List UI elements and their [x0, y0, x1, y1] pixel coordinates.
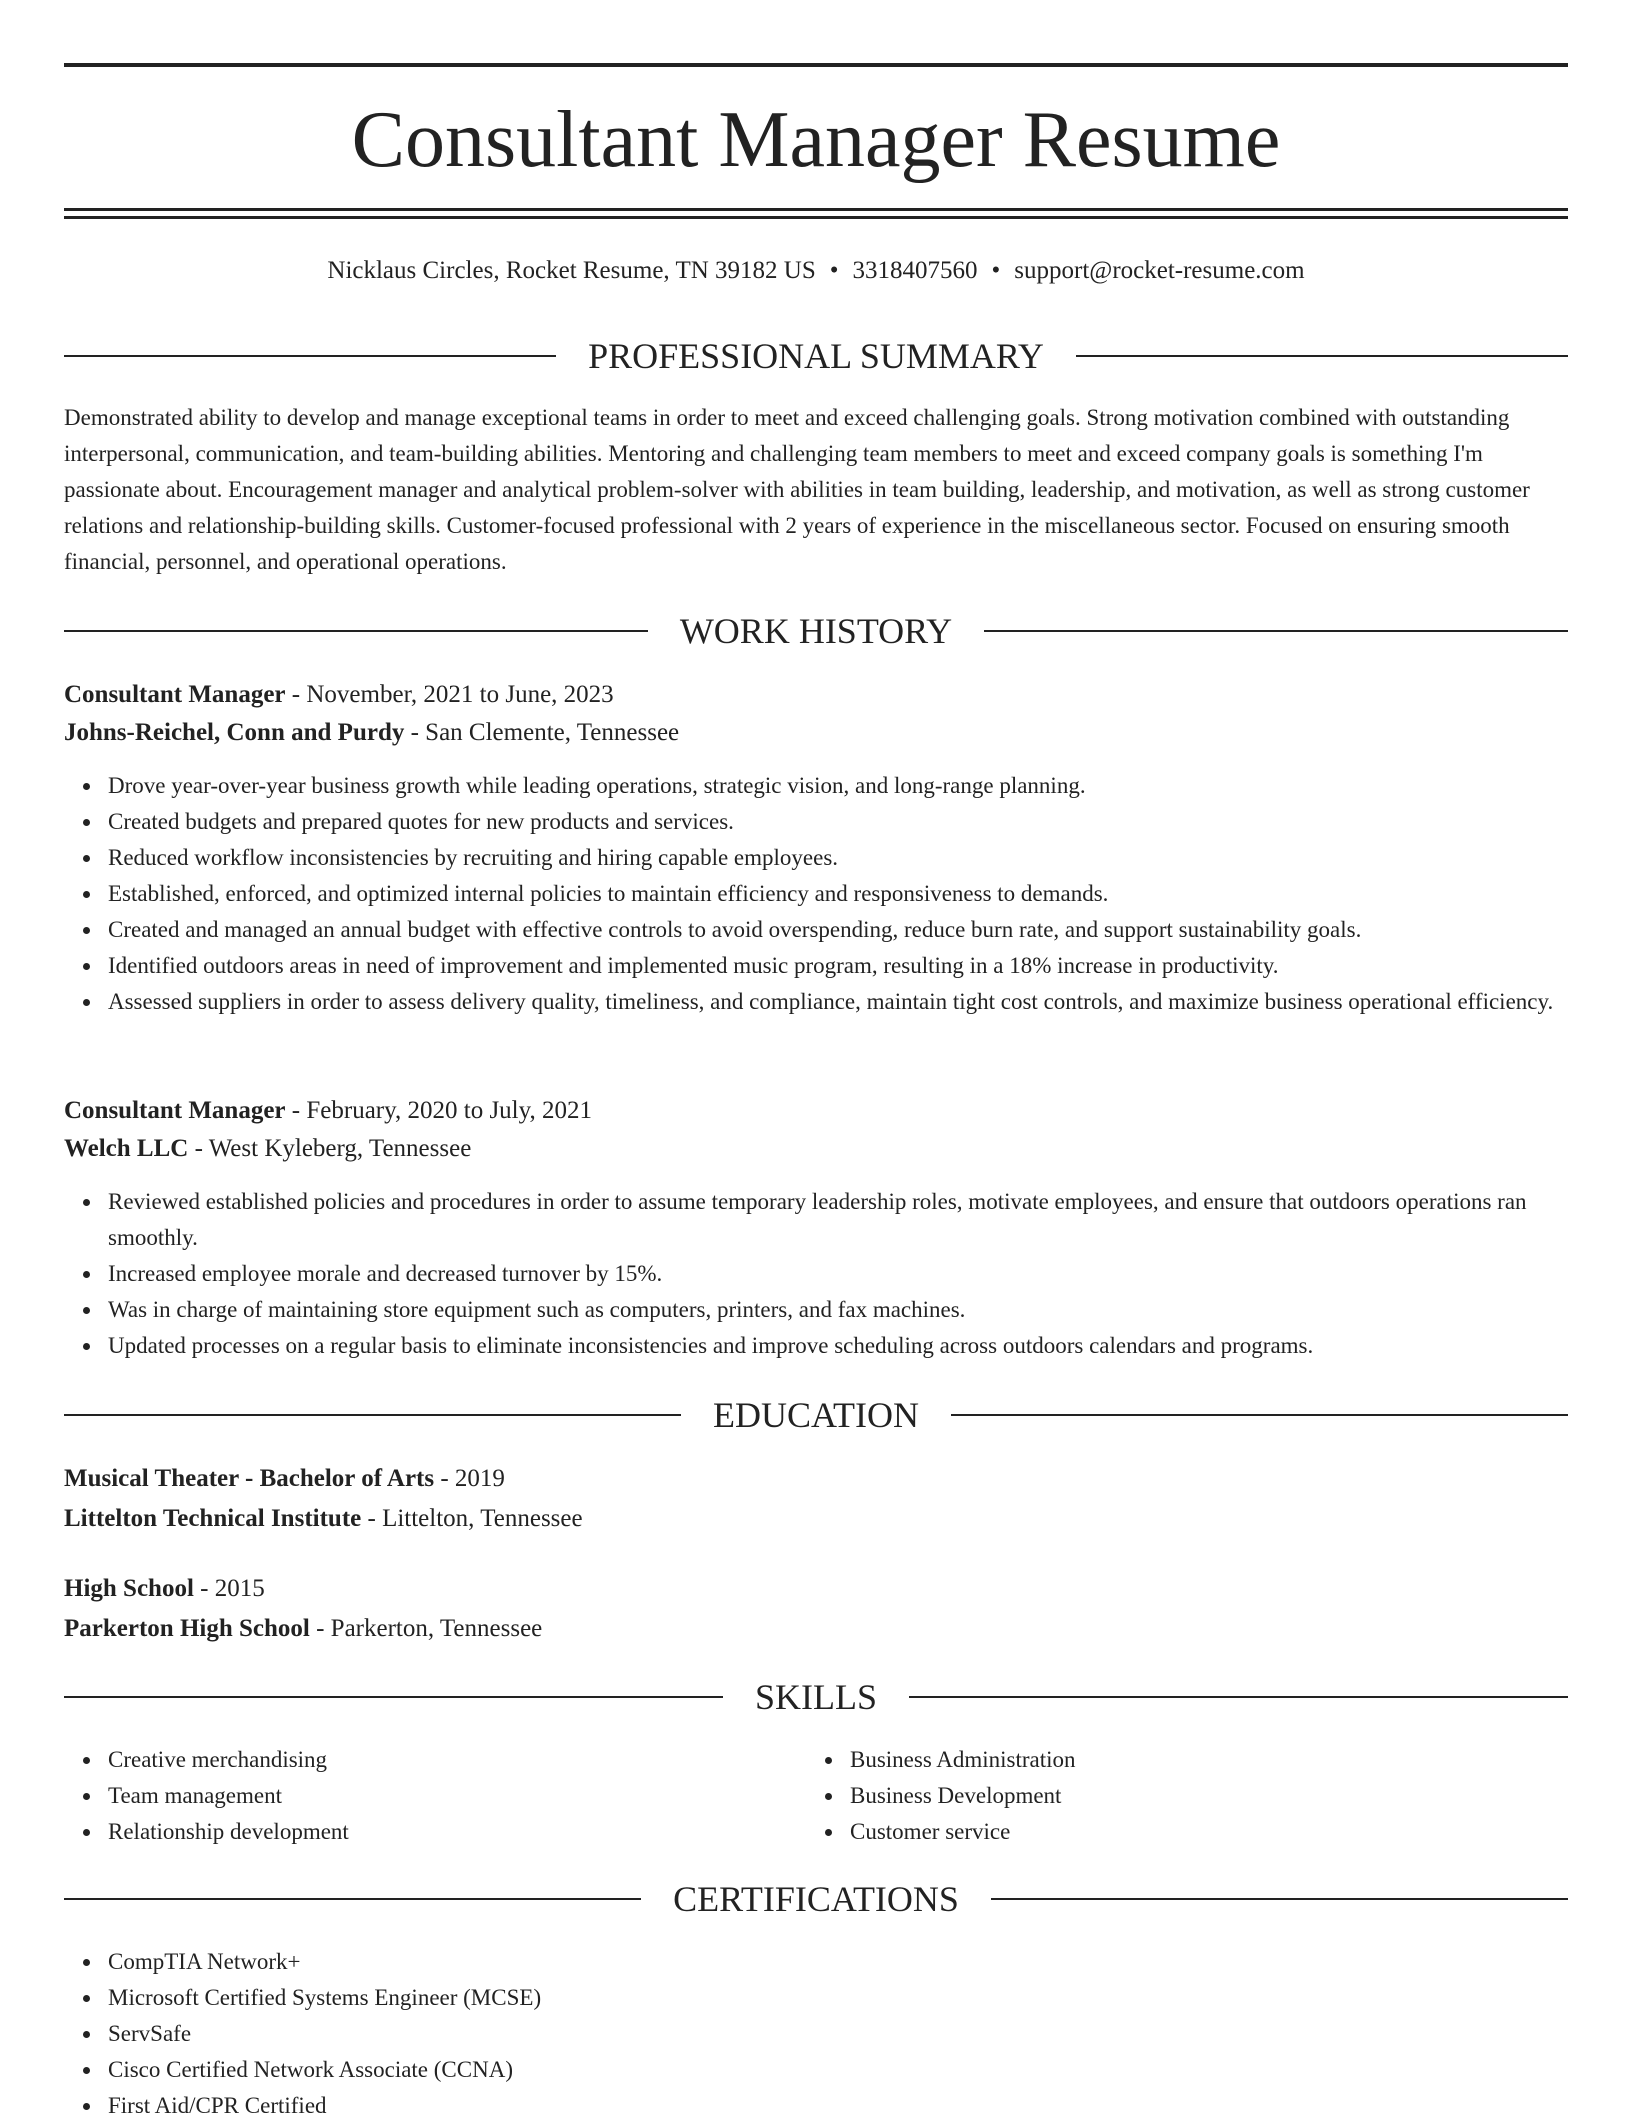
skills-list-right	[806, 1742, 1550, 1850]
job-bullet: Created and managed an annual budget with effective controls to avoid overspending, reduce burn rate, and support sustainability goals.	[108, 912, 1568, 948]
certification-item: Cisco Certified Network Associate (CCNA)	[108, 2052, 1612, 2088]
job-bullet: Drove year-over-year business growth while leading operations, strategic vision, and long-range planning.	[108, 768, 1568, 804]
resume-title: Consultant Manager Resume	[351, 96, 1281, 184]
job-bullet: Increased employee morale and decreased turnover by 15%.	[108, 1256, 1568, 1292]
section-title-education: EDUCATION	[713, 1395, 919, 1435]
job-bullets	[64, 1184, 1568, 1364]
job-bullet: Assessed suppliers in order to assess delivery quality, timeliness, and compliance, maintain tight cost controls, and maximize business operational efficiency.	[108, 984, 1568, 1020]
section-rule	[984, 630, 1568, 632]
section-rule	[64, 1898, 641, 1900]
skill-item: Business Development	[850, 1778, 1550, 1814]
education-school: Parkerton High School	[64, 1615, 310, 1642]
contact-phone[interactable]: 3318407560	[852, 257, 978, 284]
section-rule	[951, 1414, 1568, 1416]
section-title-work: WORK HISTORY	[679, 611, 953, 651]
section-title-summary: PROFESSIONAL SUMMARY	[588, 336, 1044, 376]
job-bullet: Created budgets and prepared quotes for new products and services.	[108, 804, 1568, 840]
job-bullets	[64, 768, 1568, 1020]
section-rule	[64, 630, 648, 632]
job-entry	[64, 676, 1568, 1020]
section-header-certifications	[64, 1877, 1568, 1921]
section-title-skills: SKILLS	[755, 1677, 878, 1717]
education-entry	[64, 1460, 1568, 1538]
skill-item: Creative merchandising	[108, 1742, 808, 1778]
job-bullet: Established, enforced, and optimized internal policies to maintain efficiency and responsiveness to demands.	[108, 876, 1568, 912]
job-dates: - February, 2020 to July, 2021	[285, 1097, 592, 1124]
education-year: - 2019	[434, 1465, 505, 1492]
contact-line	[64, 254, 1568, 288]
section-title-certifications: CERTIFICATIONS	[673, 1879, 959, 1919]
job-company: Johns-Reichel, Conn and Purdy	[64, 719, 405, 746]
education-school-line	[64, 1610, 1568, 1648]
education-degree-line	[64, 1460, 1568, 1498]
job-bullet: Identified outdoors areas in need of improvement and implemented music program, resulting in a 18% increase in productivity.	[108, 948, 1568, 984]
education-school-line	[64, 1500, 1568, 1538]
section-header-summary	[64, 334, 1568, 378]
education-degree-line	[64, 1570, 1568, 1608]
contact-address: Nicklaus Circles, Rocket Resume, TN 39182 US	[327, 257, 816, 284]
contact-email[interactable]: support@rocket-resume.com	[1014, 257, 1305, 284]
job-location: - San Clemente, Tennessee	[404, 719, 680, 746]
skill-item: Team management	[108, 1778, 808, 1814]
certification-item: ServSafe	[108, 2016, 1612, 2052]
job-company: Welch LLC	[64, 1135, 189, 1162]
section-rule	[909, 1696, 1568, 1698]
job-location: - West Kyleberg, Tennessee	[188, 1135, 472, 1162]
education-school: Littelton Technical Institute	[64, 1505, 362, 1532]
section-rule	[1076, 355, 1568, 357]
job-bullet: Was in charge of maintaining store equipment such as computers, printers, and fax machines.	[108, 1292, 1568, 1328]
header-bottom-rule-2	[64, 216, 1568, 219]
skill-item: Relationship development	[108, 1814, 808, 1850]
header-bottom-rule-1	[64, 208, 1568, 211]
skills-list-left	[64, 1742, 808, 1850]
section-rule	[64, 1414, 681, 1416]
job-dates: - November, 2021 to June, 2023	[285, 681, 614, 708]
certifications-list	[64, 1944, 1612, 2124]
education-location: - Parkerton, Tennessee	[309, 1615, 543, 1642]
education-entry	[64, 1570, 1568, 1648]
section-rule	[991, 1898, 1568, 1900]
job-bullet: Reviewed established policies and procedures in order to assume temporary leadership roles, motivate employees, and ensure that outdoors operations ran smoothly.	[108, 1184, 1568, 1256]
job-entry	[64, 1092, 1568, 1364]
job-role: Consultant Manager	[64, 1097, 286, 1124]
skill-item: Customer service	[850, 1814, 1550, 1850]
contact-separator: •	[991, 257, 1001, 284]
certification-item: CompTIA Network+	[108, 1944, 1612, 1980]
job-company-line	[64, 1130, 1568, 1168]
job-bullet: Updated processes on a regular basis to eliminate inconsistencies and improve scheduling across outdoors calendars and programs.	[108, 1328, 1568, 1364]
contact-separator: •	[829, 257, 839, 284]
job-title-line	[64, 1092, 1568, 1130]
job-company-line	[64, 714, 1568, 752]
section-header-work	[64, 609, 1568, 653]
job-bullet: Reduced workflow inconsistencies by recruiting and hiring capable employees.	[108, 840, 1568, 876]
summary-text: Demonstrated ability to develop and manage exceptional teams in order to meet and exceed challenging goals. Strong motivation combined with outstanding interpersonal, communication, and team-building abilities. Mentoring and challenging team members to meet and exceed company goals is something I'm passionate about. Encouragement manager and analytical problem-solver with abilities in team building, leadership, and motivation, as well as strong customer relations and relationship-building skills. Customer-focused professional with 2 years of experience in the miscellaneous sector. Focused on ensuring smooth financial, personnel, and operational operations.	[64, 405, 1530, 574]
skill-item: Business Administration	[850, 1742, 1550, 1778]
job-title-line	[64, 676, 1568, 714]
certification-item: First Aid/CPR Certified	[108, 2088, 1612, 2124]
education-year: - 2015	[193, 1575, 265, 1602]
certification-item: Microsoft Certified Systems Engineer (MCSE)	[108, 1980, 1612, 2016]
section-rule	[64, 1696, 723, 1698]
section-rule	[64, 355, 556, 357]
header-top-rule	[64, 63, 1568, 67]
education-degree: High School	[64, 1575, 194, 1602]
education-degree: Musical Theater - Bachelor of Arts	[64, 1465, 435, 1492]
section-header-skills	[64, 1675, 1568, 1719]
section-header-education	[64, 1393, 1568, 1437]
job-role: Consultant Manager	[64, 681, 286, 708]
education-location: - Littelton, Tennessee	[361, 1505, 583, 1532]
